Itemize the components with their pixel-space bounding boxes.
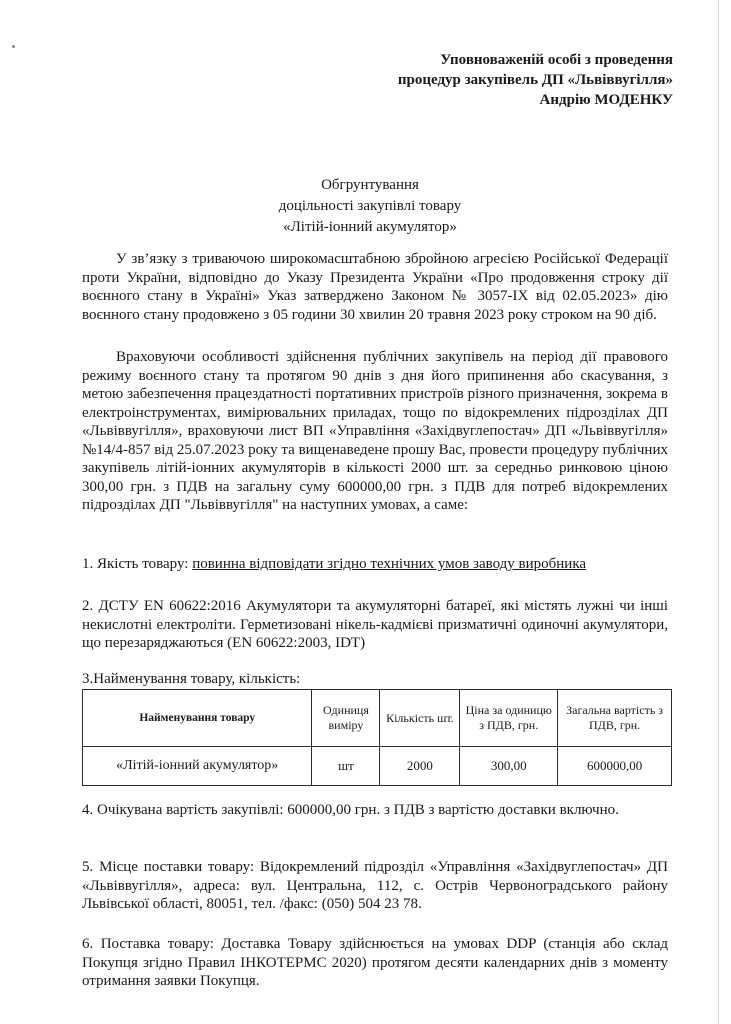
goods-table	[82, 689, 672, 786]
addressee-block	[253, 50, 673, 110]
addressee-line-1: Уповноваженій особі з проведення	[440, 52, 673, 68]
addressee-line-3: Андрію МОДЕНКУ	[539, 92, 673, 108]
item-standard: 2. ДСТУ EN 60622:2016 Акумулятори та акумуляторні батареї, які містять лужні чи інші некислотні електроліти. Герметизовані нікель-кадмієві призматичні одиночні акумулятори, що перезаряджаються (EN 60622:2003, IDT)	[82, 598, 668, 651]
title-line-3: «Літій-іонний акумулятор»	[283, 219, 457, 235]
item-delivery-place: 5. Місце поставки товару: Відокремлений підрозділ «Управління «Західвуглепостач» ДП «Львіввугілля», адреса: вул. Центральна, 112, с. Острів Червоноградського району Львівської області, 80051, тел. /факс: (050) 504 23 78.	[82, 859, 668, 912]
cell-unit: шт	[312, 747, 380, 786]
item-quality	[82, 555, 668, 574]
cell-total: 600000,00	[558, 747, 672, 786]
item-goods-heading: 3.Найменування товару, кількість:	[82, 671, 301, 687]
item-quality-label: 1. Якість товару:	[82, 556, 193, 572]
title-line-1: Обгрунтування	[321, 177, 419, 193]
item-quality-value: повинна відповідати згідно технічних умов заводу виробника	[192, 556, 587, 572]
header-price: Ціна за одиницю з ПДВ, грн.	[460, 690, 558, 747]
document-title	[80, 175, 660, 238]
scan-dot	[12, 45, 15, 48]
item-delivery-terms: 6. Поставка товару: Доставка Товару здійснюється на умовах DDP (станція або склад Покупця згідно Правил ІНКОТЕРМС 2020) протягом десяти календарних днів з моменту отримання заявки Покупця.	[82, 936, 668, 989]
table-header-row	[83, 690, 672, 747]
cell-name: «Літій-іонний акумулятор»	[83, 747, 312, 786]
header-name: Найменування товару	[83, 690, 312, 747]
table-row	[83, 747, 672, 786]
addressee-line-2: процедур закупівель ДП «Львіввугілля»	[397, 72, 673, 88]
scan-edge-line	[718, 0, 719, 1024]
header-unit: Одиниця виміру	[312, 690, 380, 747]
cell-qty: 2000	[380, 747, 460, 786]
paragraph-procurement-request: Враховуючи особливості здійснення публічних закупівель на період дії правового режиму воєнного стану та протягом 90 днів з дня його припинення або скасування, з метою забезпечення працездатності портативних пристроїв різного призначення, зокрема в електроінструментах, вимірювальних приладах, тощо по відокремлених підрозділах ДП «Львіввугілля», враховуючи лист ВП «Управління «Західвуглепостач» ДП «Львіввугілля» №14/4-857 від 25.07.2023 року та вищенаведене прошу Вас, провести процедуру публічних закупівель літій-іонних акумуляторів в кількості 2000 шт. за середньо ринковою ціною 300,00 грн. з ПДВ на загальну суму 600000,00 грн. з ПДВ для потреб відокремлених підрозділах ДП "Львіввугілля" на наступних умовах, а саме:	[82, 349, 668, 513]
header-total: Загальна вартість з ПДВ, грн.	[558, 690, 672, 747]
item-expected-cost: 4. Очікувана вартість закупівлі: 600000,00 грн. з ПДВ з вартістю доставки включно.	[82, 802, 619, 818]
header-qty: Кількість шт.	[380, 690, 460, 747]
title-line-2: доцільності закупівлі товару	[278, 198, 462, 214]
paragraph-martial-law: У зв’язку з триваючою широкомасштабною збройною агресією Російської Федерації проти України, відповідно до Указу Президента України «Про продовження строку дії воєнного стану в Україні» Указ затверджено Законом № 3057-IX від 02.05.2023» дію воєнного стану продовжено з 05 години 30 хвилин 20 травня 2023 року строком на 90 діб.	[82, 251, 668, 323]
cell-price: 300,00	[460, 747, 558, 786]
